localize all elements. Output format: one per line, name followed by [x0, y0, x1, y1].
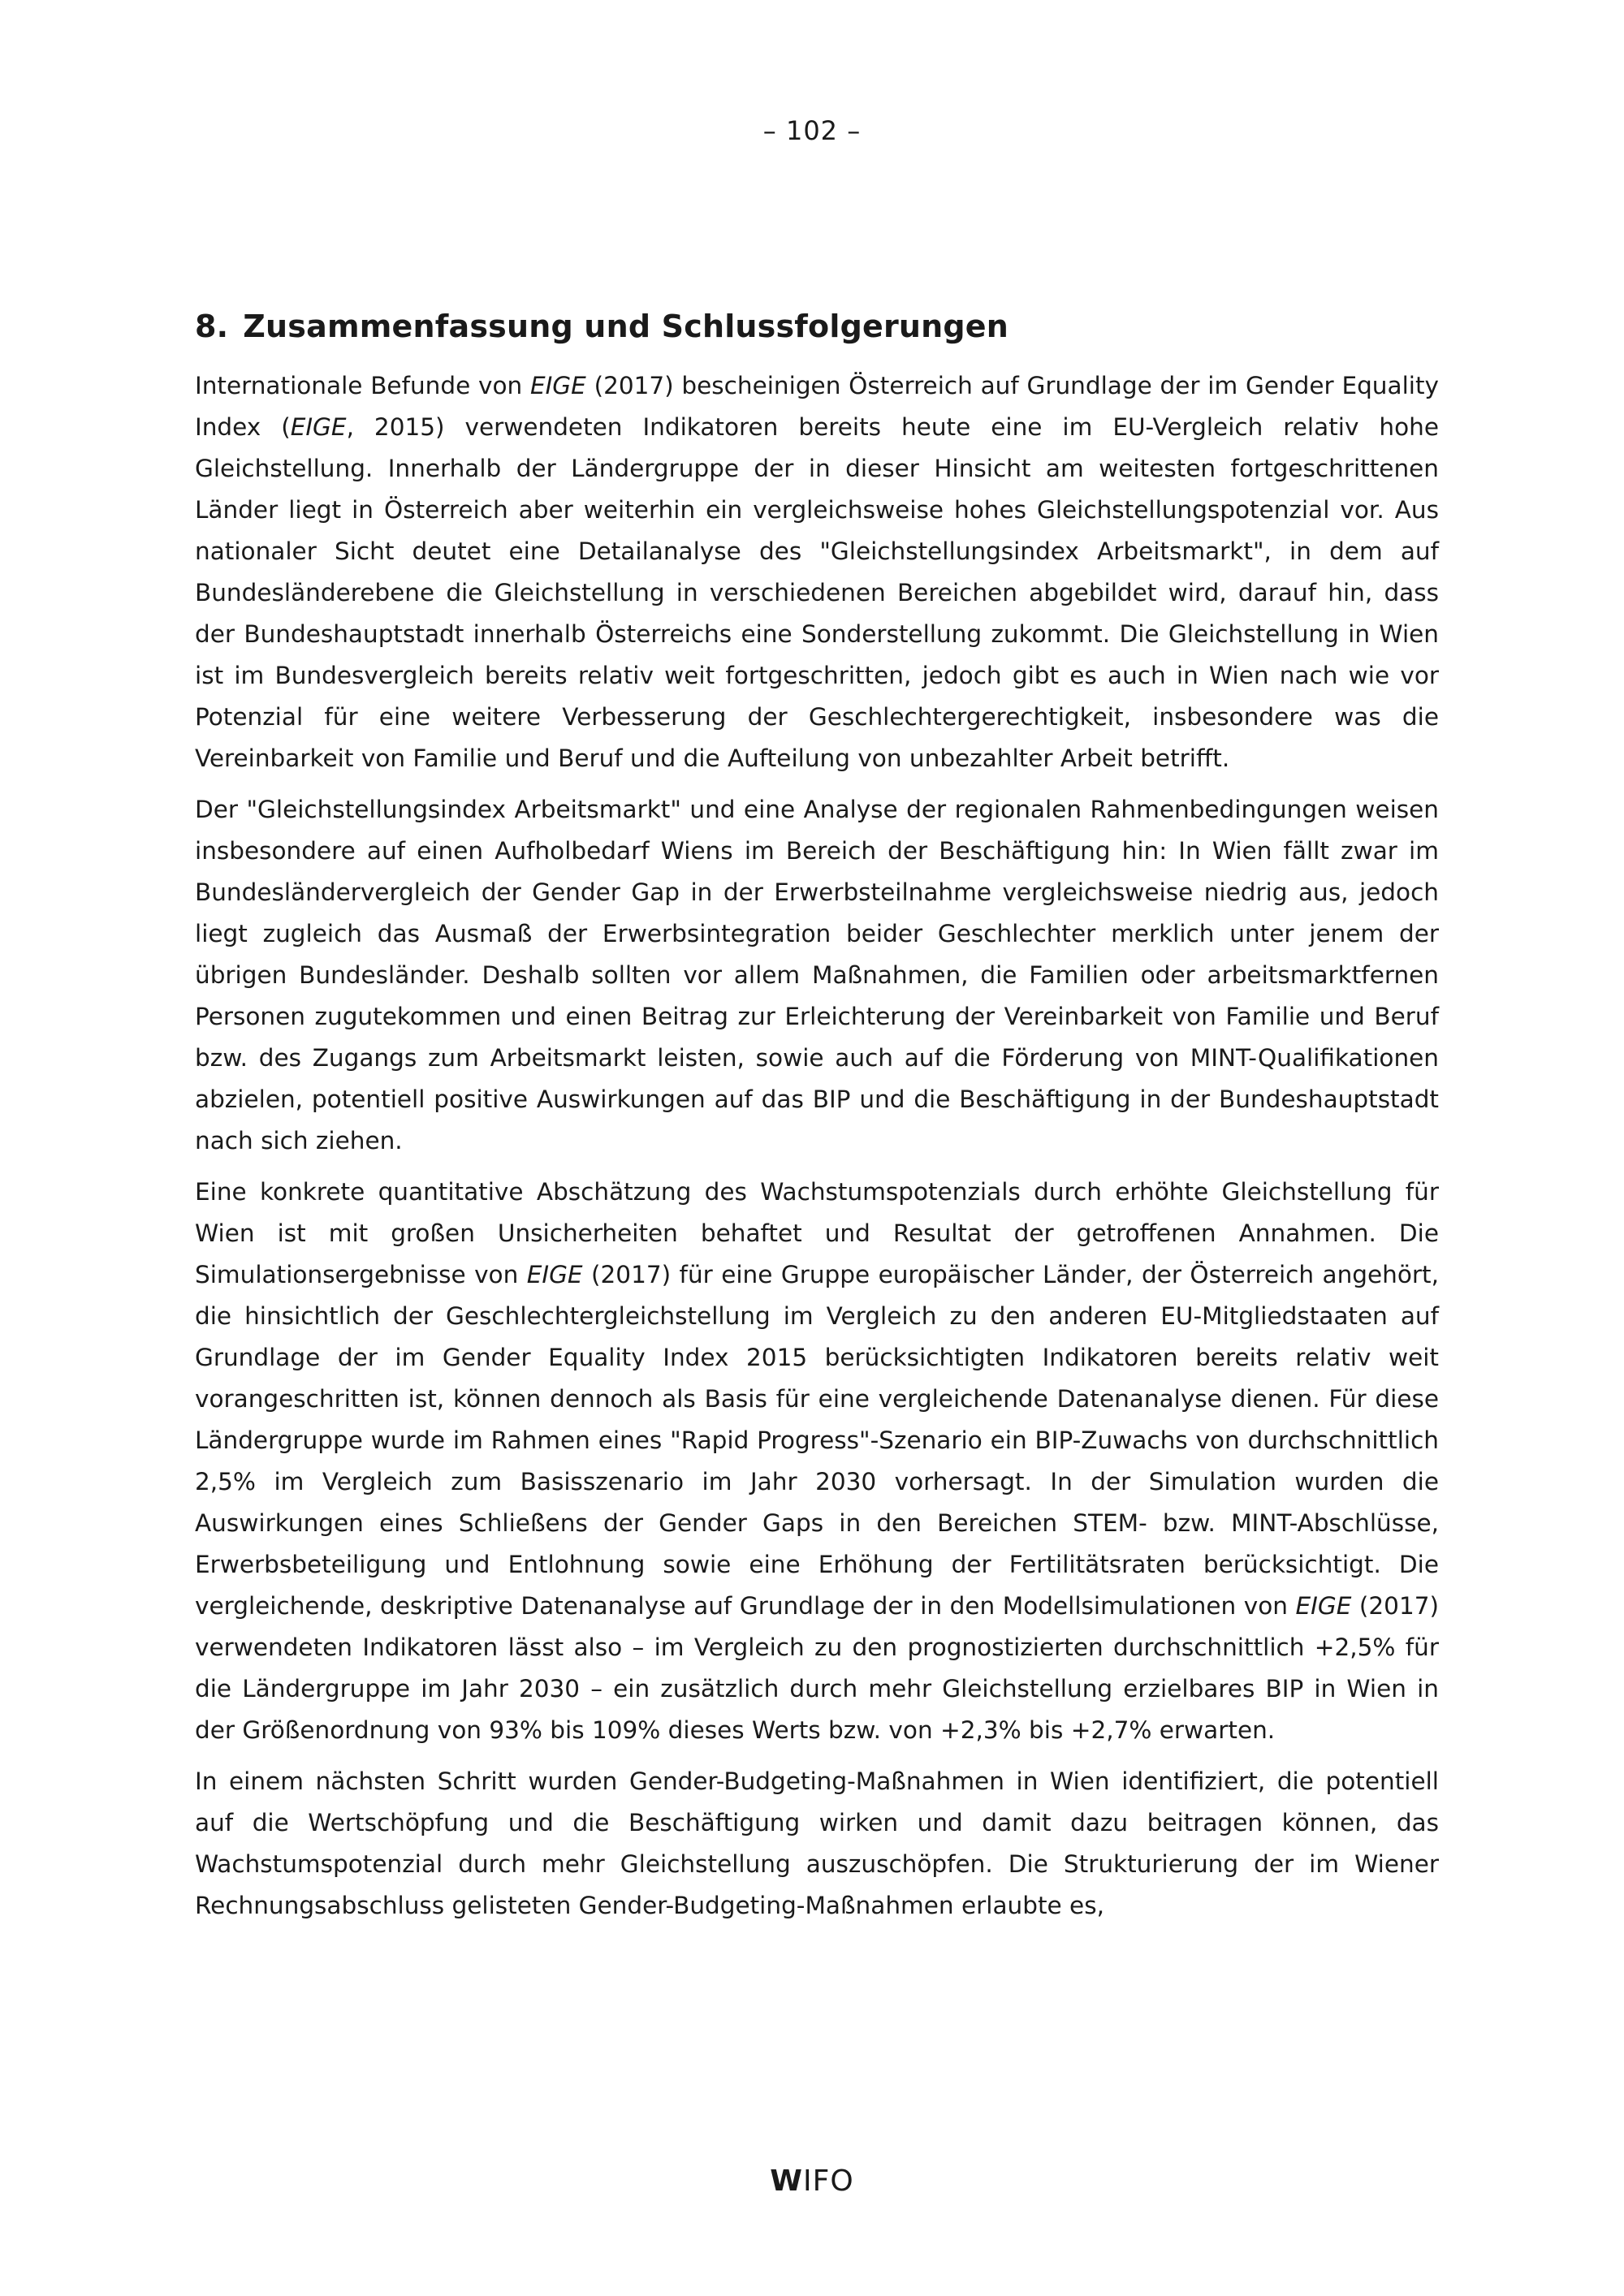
paragraph-3	[195, 1172, 1439, 1751]
citation-eige: EIGE	[526, 1261, 583, 1288]
text-run: Internationale Befunde von	[195, 372, 530, 399]
wifo-logo	[0, 2164, 1624, 2198]
text-run: Eine konkrete quantitative Abschätzung des Wachstumspotenzials durch erhöhte Gleichstellung für Wien ist mit großen Unsicherheiten behaftet und Resultat der getroffenen Annahmen. Die Simulationsergebnisse von	[195, 1178, 1439, 1288]
logo-letter-w: W	[770, 2164, 804, 2198]
citation-eige: EIGE	[1295, 1592, 1352, 1620]
section-heading	[195, 309, 1439, 344]
text-run: (2017) für eine Gruppe europäischer Länder, der Österreich angehört, die hinsichtlich der Geschlechtergleichstellung im Vergleich zu den anderen EU-Mitgliedstaaten auf Grundlage der im Gender Equality Index 2015 berücksichtigten Indikatoren bereits relativ weit vorangeschritten ist, können dennoch als Basis für eine vergleichende Datenanalyse dienen. Für diese Ländergruppe wurde im Rahmen eines "Rapid Progress"-Szenario ein BIP-Zuwachs von durchschnittlich 2,5% im Vergleich zum Basisszenario im Jahr 2030 vorhersagt. In der Simulation wurden die Auswirkungen eines Schließens der Gender Gaps in den Bereichen STEM- bzw. MINT-Abschlüsse, Erwerbsbeteiligung und Entlohnung sowie eine Erhöhung der Fertilitätsraten berücksichtigt. Die vergleichende, deskriptive Datenanalyse auf Grundlage der in den Modellsimulationen von	[195, 1261, 1439, 1620]
text-run: Der "Gleichstellungsindex Arbeitsmarkt" und eine Analyse der regionalen Rahmenbedingungen weisen insbesondere auf einen Aufholbedarf Wiens im Bereich der Beschäftigung hin: In Wien fällt zwar im Bundesländervergleich der Gender Gap in der Erwerbsteilnahme vergleichsweise niedrig aus, jedoch liegt zugleich das Ausmaß der Erwerbsintegration beider Geschlechter merklich unter jenem der übrigen Bundesländer. Deshalb sollten vor allem Maßnahmen, die Familien oder arbeitsmarktfernen Personen zugutekommen und einen Beitrag zur Erleichterung der Vereinbarkeit von Familie und Beruf bzw. des Zugangs zum Arbeitsmarkt leisten, sowie auch auf die Förderung von MINT-Qualifikationen abzielen, potentiell positive Auswirkungen auf das BIP und die Beschäftigung in der Bundeshauptstadt nach sich ziehen.	[195, 796, 1439, 1154]
paragraph-1	[195, 365, 1439, 779]
citation-eige: EIGE	[529, 372, 586, 399]
section-number: 8.	[195, 309, 229, 344]
paragraph-4	[195, 1761, 1439, 1927]
page-number: – 102 –	[762, 115, 862, 146]
text-run: In einem nächsten Schritt wurden Gender-Budgeting-Maßnahmen in Wien identifiziert, die potentiell auf die Wertschöpfung und die Beschäftigung wirken und damit dazu beitragen können, das Wachstumspotenzial durch mehr Gleichstellung auszuschöpfen. Die Strukturierung der im Wiener Rechnungsabschluss gelisteten Gender-Budgeting-Maßnahmen erlaubte es,	[195, 1767, 1439, 1919]
paragraph-2	[195, 789, 1439, 1162]
text-run: (2017) bescheinigen Österreich auf Grundlage der im Gender Equality Index (	[195, 372, 1440, 441]
section-title: Zusammenfassung und Schlussfolgerungen	[243, 309, 1009, 344]
text-run: (2017) verwendeten Indikatoren lässt also – im Vergleich zu den prognostizierten durchschnittlich +2,5% für die Ländergruppe im Jahr 2030 – ein zusätzlich durch mehr Gleichstellung erzielbares BIP in Wien in der Größenordnung von 93% bis 109% dieses Werts bzw. von +2,3% bis +2,7% erwarten.	[195, 1592, 1439, 1744]
logo-letter-o: O	[830, 2164, 854, 2198]
citation-eige: EIGE	[290, 413, 347, 441]
text-run: , 2015) verwendeten Indikatoren bereits heute eine im EU-Vergleich relativ hohe Gleichstellung. Innerhalb der Ländergruppe der in dieser Hinsicht am weitesten fortgeschrittenen Länder liegt in Österreich aber weiterhin ein vergleichsweise hohes Gleichstellungspotenzial vor. Aus nationaler Sicht deutet eine Detailanalyse des "Gleichstellungsindex Arbeitsmarkt", in dem auf Bundesländerebene die Gleichstellung in verschiedenen Bereichen abgebildet wird, darauf hin, dass der Bundeshauptstadt innerhalb Österreichs eine Sonderstellung zukommt. Die Gleichstellung in Wien ist im Bundesvergleich bereits relativ weit fortgeschritten, jedoch gibt es auch in Wien nach wie vor Potenzial für eine weitere Verbesserung der Geschlechtergerechtigkeit, insbesondere was die Vereinbarkeit von Familie und Beruf und die Aufteilung von unbezahlter Arbeit betrifft.	[195, 413, 1439, 772]
logo-letters-if: IF	[803, 2164, 831, 2198]
main-content	[195, 309, 1439, 1936]
